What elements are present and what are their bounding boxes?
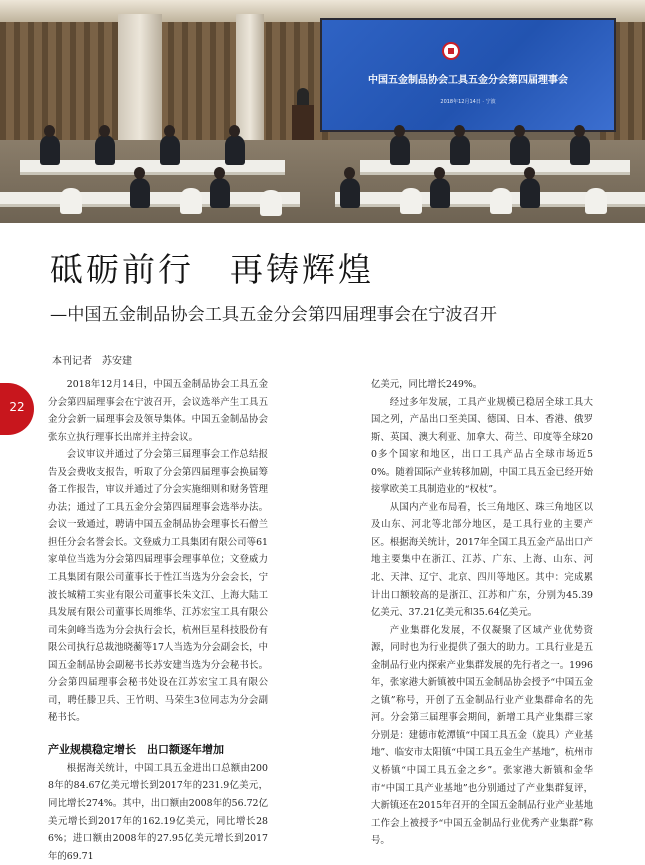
attendee — [430, 178, 450, 208]
paragraph: 亿美元，同比增长249%。 — [371, 379, 483, 390]
page-number: 22 — [9, 400, 25, 414]
attendee-head — [344, 167, 355, 179]
attendee — [510, 135, 530, 165]
wood-wall-left — [0, 22, 330, 142]
attendee — [340, 178, 360, 208]
conference-table — [0, 192, 300, 207]
attendee — [95, 135, 115, 165]
pillar — [118, 14, 162, 142]
attendee — [570, 135, 590, 165]
attendee — [210, 178, 230, 208]
attendee — [390, 135, 410, 165]
screen-date: 2018年12月14日 · 宁波 — [440, 99, 496, 105]
left-column — [48, 376, 268, 865]
chair — [60, 188, 82, 214]
article-subtitle: —中国五金制品协会工具五金分会第四届理事会在宁波召开 — [50, 305, 497, 325]
chair — [180, 188, 202, 214]
attendee — [130, 178, 150, 208]
paragraph: 2018年12月14日，中国五金制品协会工具五金分会第四届理事会在宁波召开，会议选举产生工具五金分会新一届理事会及领导集体。中国五金制品协会张东立执行理事长出席并主持会议。 — [48, 379, 268, 443]
attendee-head — [164, 125, 175, 137]
attendee-head — [524, 167, 535, 179]
podium — [292, 105, 314, 145]
byline: 本刊记者 苏安建 — [52, 356, 132, 367]
pillar — [236, 14, 264, 142]
attendee — [520, 178, 540, 208]
attendee — [225, 135, 245, 165]
attendee — [160, 135, 180, 165]
chair — [260, 190, 282, 216]
attendee-head — [574, 125, 585, 137]
paragraph: 经过多年发展，工具产业规模已稳居全球工具大国之列，产品出口至美国、德国、日本、香港、俄罗斯、英国、澳大利亚、加拿大、荷兰、印度等全球200多个国家和地区，出口工具产品占全球市场近50%。随着国际产业转移加剧，中国工具五金已经开始接掌欧美工具制造业的“权杖”。 — [371, 396, 593, 496]
attendee — [40, 135, 60, 165]
paragraph: 会议审议并通过了分会第三届理事会工作总结报告及会费收支报告，听取了分会第四届理事会换届筹备工作报告，审议并通过了分会实施细则和财务管理办法；通过了工具五金分会第四届理事会选举办法。会议一致通过，聘请中国五金制品协会理事长石僧兰担任分会名誉会长。文登威力工具集团有限公司等61家单位当选为分会第四届理事会理事单位；文登威力工具集团有限公司董事长于性江当选为分会会长，宁波长城精工实业有限公司董事长朱文江、上海大陆工具发展有限公司董事长周维华、江苏宏宝工具有限公司朱剑峰当选为分会执行会长，杭州巨星科技股份有限公司执行总裁池晓蘅等17人当选为分会副会长，中国五金制品协会副秘书长苏安建当选为分会秘书长。分会第四届理事会秘书处设在江苏宏宝工具有限公司，聘任滕卫兵、王竹明、马荣生3位同志为分会副秘书长。 — [48, 449, 268, 724]
attendee-head — [214, 167, 225, 179]
screen-title: 中国五金制品协会工具五金分会第四届理事会 — [368, 75, 568, 86]
attendee-head — [229, 125, 240, 137]
projection-screen — [322, 20, 614, 130]
article-title: 砥砺前行 再铸辉煌 — [50, 250, 374, 289]
ceiling — [0, 0, 645, 22]
paragraph: 从国内产业布局看，长三角地区、珠三角地区以及山东、河北等北部分地区，是工具行业的主要产区。根据海关统计，2017年全国工具五金产品出口产地主要集中在浙江、江苏、广东、上海、山东、河北、天津、辽宁、北京、四川等地区。其中：完成累计出口额较高的是浙江、江苏和广东，分别为45.39亿美元、37.21亿美元和35.64亿美元。 — [371, 501, 593, 619]
attendee-head — [394, 125, 405, 137]
conference-photo — [0, 0, 645, 223]
attendee-head — [99, 125, 110, 137]
attendee-head — [454, 125, 465, 137]
chair — [585, 188, 607, 214]
page-number-tab — [0, 383, 34, 435]
right-column — [371, 376, 593, 850]
paragraph: 产业集群化发展，不仅凝聚了区域产业优势资源，同时也为行业提供了强大的助力。工具行业是五金制品行业内探索产业集群发展的先行者之一。1996年，张家港大新镇被中国五金制品协会授予“中国五金之镇”称号，开创了五金制品行业产业集群命名的先河。分会第三届理事会期间，新增工具产业集群三家分别是：建德市乾潭镇“中国工具五金（旋具）产业基地”、临安市太阳镇“中国工具五金生产基地”，杭州市义桥镇“中国工具五金之乡”。张家港大新镇和金华市“中国工具产业基地”也分别通过了产业集群复评，大新镇还在2015年召开的全国五金制品行业产业基地工作会上被授予“中国五金制品行业优秀产业集群”称号。 — [371, 624, 593, 847]
attendee — [450, 135, 470, 165]
paragraph: 根据海关统计，中国工具五金进出口总额由2008年的84.67亿美元增长到2017年的231.9亿美元，同比增长274%。其中，出口额由2008年的56.72亿美元增长到2017年的162.19亿美元，同比增长286%；进口额由2008年的27.95亿美元增长到2017年的69.71 — [48, 762, 268, 862]
attendee-head — [434, 167, 445, 179]
association-logo — [442, 42, 460, 60]
chair — [490, 188, 512, 214]
chair — [400, 188, 422, 214]
attendee-head — [44, 125, 55, 137]
section-heading: 产业规模稳定增长 出口额逐年增加 — [48, 742, 224, 756]
attendee-head — [514, 125, 525, 137]
attendee-head — [134, 167, 145, 179]
